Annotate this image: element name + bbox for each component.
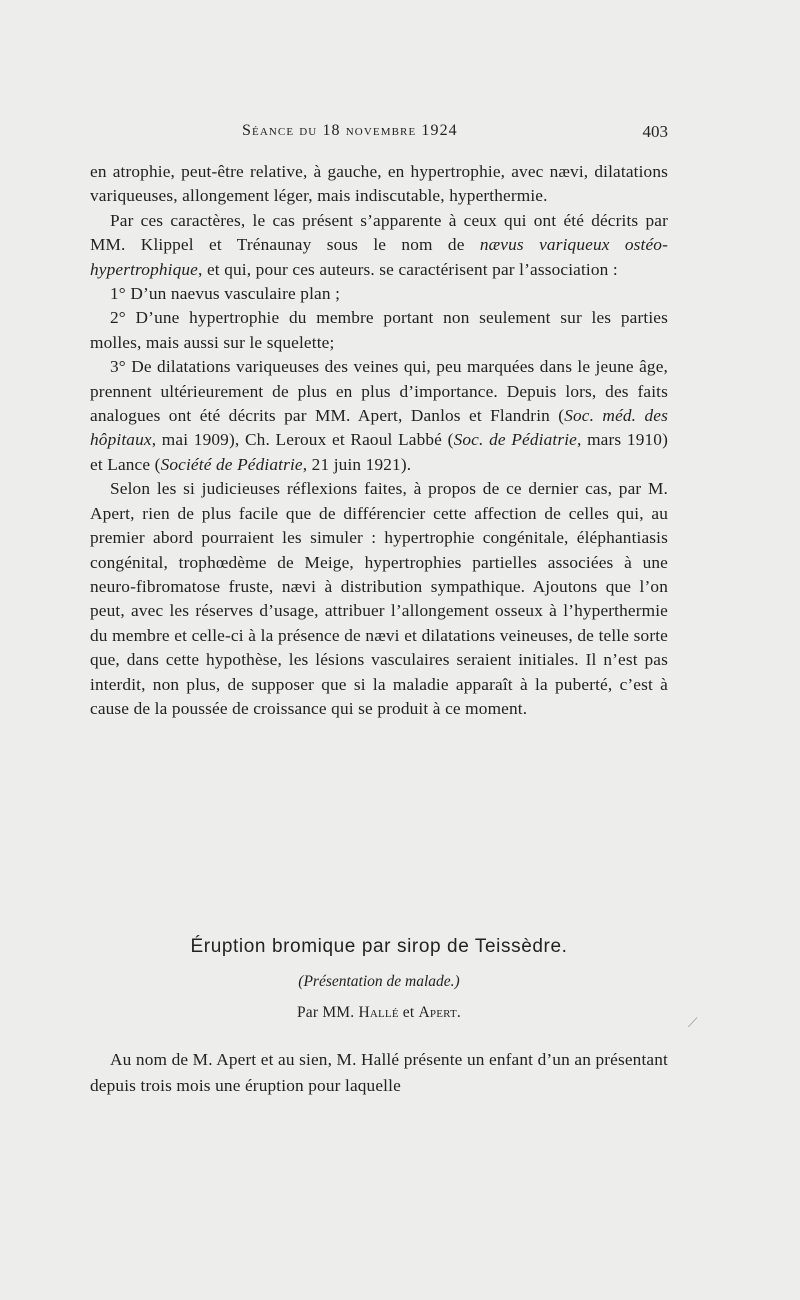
running-header [90, 122, 668, 148]
authors-prefix: Par MM. [296, 1004, 359, 1021]
author-apert: Apert [418, 1004, 457, 1021]
reference-soc-med-hopitaux: Soc. méd. des hôpitaux [90, 406, 668, 450]
enumerated-item-3-text-1: , mai 1909), Ch. Leroux et Raoul Labbé ( [151, 430, 454, 450]
condition-name-italic: nævus variqueux ostéo-hypertrophique [90, 235, 668, 279]
enumerated-item-1: 1° D’un naevus vasculaire plan ; [110, 284, 341, 304]
stray-pencil-mark: / [686, 1011, 700, 1033]
paragraph-continued: en atrophie, peut-être relative, à gauche, en hypertrophie, avec nævi, dilatations variqueuses, allongement léger, mais indiscutable, hyperthermie. [90, 162, 668, 206]
paragraph-discussion: Selon les si judicieuses réflexions faites, à propos de ce dernier cas, par M. Apert, rien de plus facile que de différencier cette affection de celles qui, au premier abord pourraient les simuler : hypertrophie congénitale, éléphantiasis congénital, trophœdème de Meige, hypertrophies partielles associées à une neuro-fibromatose fruste, nævi à distribution sympathique. Ajoutons que l’on peut, avec les réserves d’usage, attribuer l’allongement osseux à l’hyperthermie du membre et celle-ci à la présence de nævi et dilatations veineuses, de telle sorte que, dans cette hypothèse, les lésions vasculaires seraient initiales. Il n’est pas interdit, non plus, de supposer que si la maladie apparaît à la puberté, c’est à cause de la poussée de croissance qui se produit à ce moment. [90, 479, 668, 718]
enumerated-item-3-intro: 3° De dilatations variqueuses des veines qui, peu marquées dans le jeune âge, prennent ultérieurement de plus en plus d’importance. Depuis lors, des faits analogues ont été décrits par MM. Apert, Danlos et Flandrin ( [90, 357, 668, 426]
closing-paragraph-block [90, 1047, 668, 1099]
section-title: Éruption bromique par sirop de Teissèdre. [190, 936, 568, 957]
paragraph-case-presentation: Au nom de M. Apert et au sien, M. Hallé présente un enfant d’un an présentant depuis trois mois une éruption pour laquelle [90, 1050, 668, 1095]
author-halle: Hallé [358, 1004, 399, 1021]
section-presentation-note: (Présentation de malade.) [298, 973, 460, 990]
enumerated-item-3-text-2: , mars 1910) et Lance ( [90, 430, 668, 474]
reference-societe-pediatrie: Société de Pédiatrie [160, 454, 303, 474]
authors-suffix: . [456, 1004, 461, 1021]
page-number: 403 [642, 122, 668, 141]
enumerated-item-3-end: , 21 juin 1921). [302, 454, 412, 474]
enumerated-item-2: 2° D’une hypertrophie du membre portant non seulement sur les parties molles, mais aussi sur le squelette; [90, 308, 668, 352]
reference-soc-pediatrie: Soc. de Pédiatrie [453, 430, 577, 450]
enumerated-item-3 [90, 355, 668, 477]
paragraph-klippel-trenaunay-intro: Par ces caractères, le cas présent s’apparente à ceux qui ont été décrits par MM. Klippel et Trénaunay sous le nom de [90, 210, 668, 255]
main-text-block [90, 160, 668, 721]
paragraph-klippel-trenaunay [90, 209, 668, 282]
authors-conjunction: et [398, 1004, 419, 1021]
section-authors [90, 1004, 668, 1022]
running-title: Séance du 18 novembre 1924 [242, 122, 458, 139]
paragraph-klippel-trenaunay-end: , et qui, pour ces auteurs. se caractérisent par l’association : [198, 259, 618, 279]
